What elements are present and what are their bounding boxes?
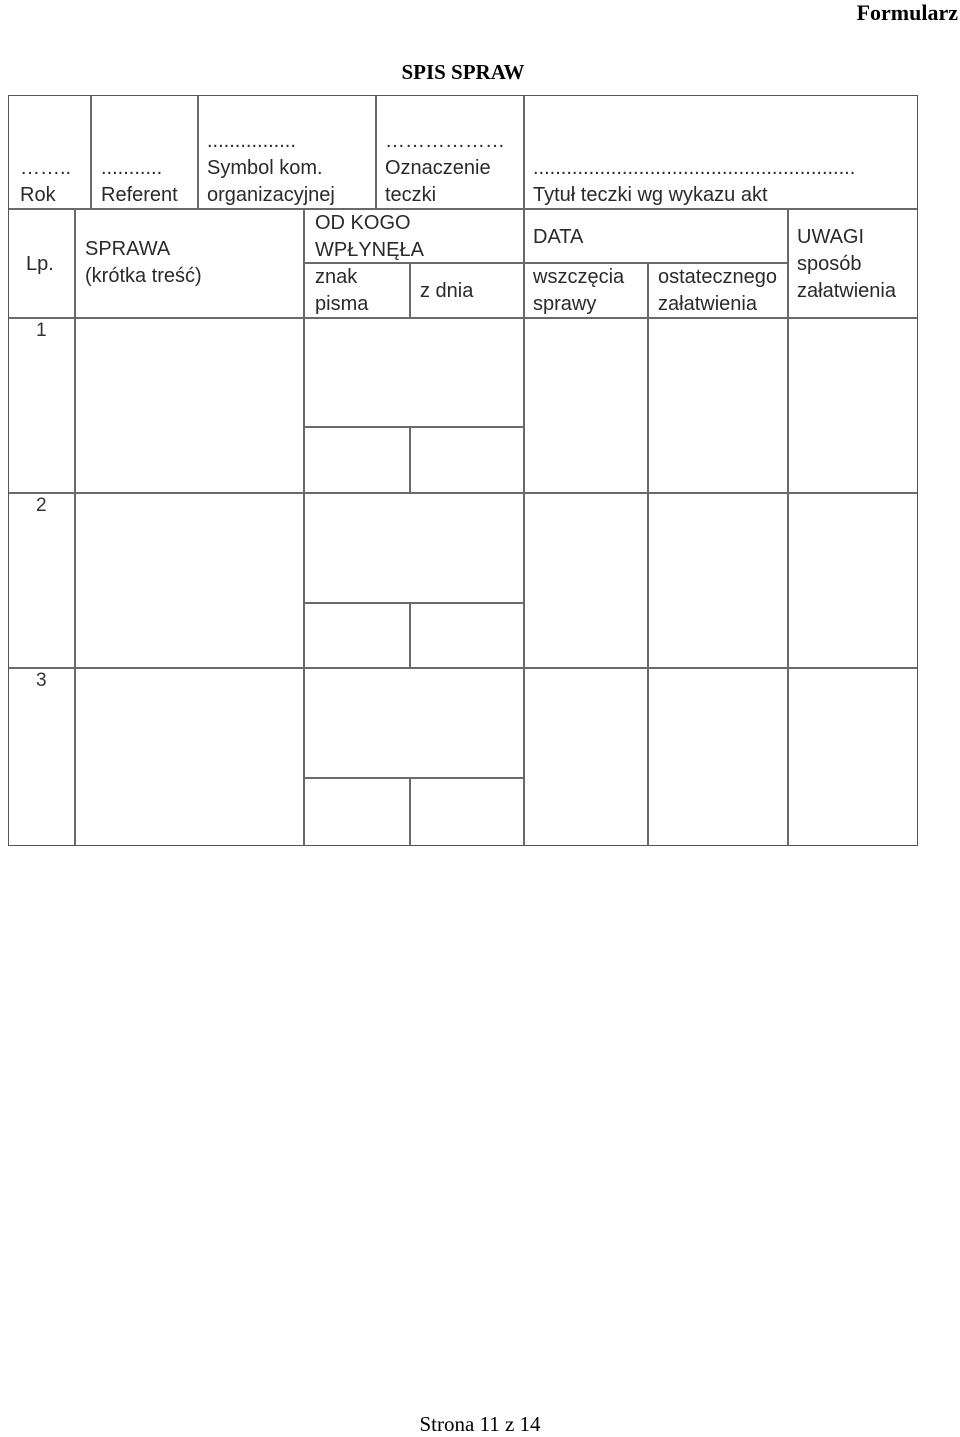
divider: [9, 317, 917, 319]
divider: [197, 96, 199, 209]
column-header-uwagi: UWAGI sposób załatwienia: [797, 226, 896, 302]
divider: [787, 209, 789, 845]
case-register-form: [8, 95, 918, 846]
divider: [303, 602, 523, 604]
column-header-wszczecia: wszczęcia sprawy: [533, 266, 625, 315]
row-number: 1: [36, 320, 47, 341]
column-header-od-kogo: OD KOGO WPŁYNĘŁA: [315, 212, 424, 261]
divider: [409, 262, 411, 318]
referent-field: ........... Referent: [101, 157, 178, 206]
divider: [375, 96, 377, 209]
oznaczenie-field: ……………… Oznaczenie teczki: [385, 130, 505, 206]
divider: [409, 602, 411, 668]
divider: [9, 667, 917, 669]
document-label: Formularz: [856, 0, 958, 25]
rok-field: …….. Rok: [20, 157, 72, 206]
divider: [303, 426, 523, 428]
column-header-sprawa: SPRAWA (krótka treść): [85, 238, 202, 287]
column-header-lp: Lp.: [26, 253, 54, 275]
divider: [409, 777, 411, 845]
column-header-data: DATA: [533, 226, 584, 248]
row-number: 3: [36, 670, 47, 691]
column-header-ostatecznego: ostatecznego załatwienia: [658, 266, 777, 315]
column-header-znak: znak pisma: [315, 266, 369, 315]
divider: [90, 96, 92, 209]
column-header-z-dnia: z dnia: [420, 280, 474, 302]
divider: [409, 426, 411, 492]
page-title: SPIS SPRAW: [401, 60, 525, 84]
row-number: 2: [36, 495, 47, 516]
divider: [647, 262, 649, 845]
symbol-field: ................ Symbol kom. organizacyjnej: [207, 130, 335, 206]
page-number: Strona 11 z 14: [419, 1412, 541, 1436]
tytul-field: .......................................................... Tytuł teczki wg wykazu akt: [533, 157, 856, 206]
divider: [303, 209, 305, 845]
divider: [9, 492, 917, 494]
divider: [523, 209, 525, 845]
divider: [303, 777, 523, 779]
divider: [74, 209, 76, 845]
divider: [523, 96, 525, 209]
